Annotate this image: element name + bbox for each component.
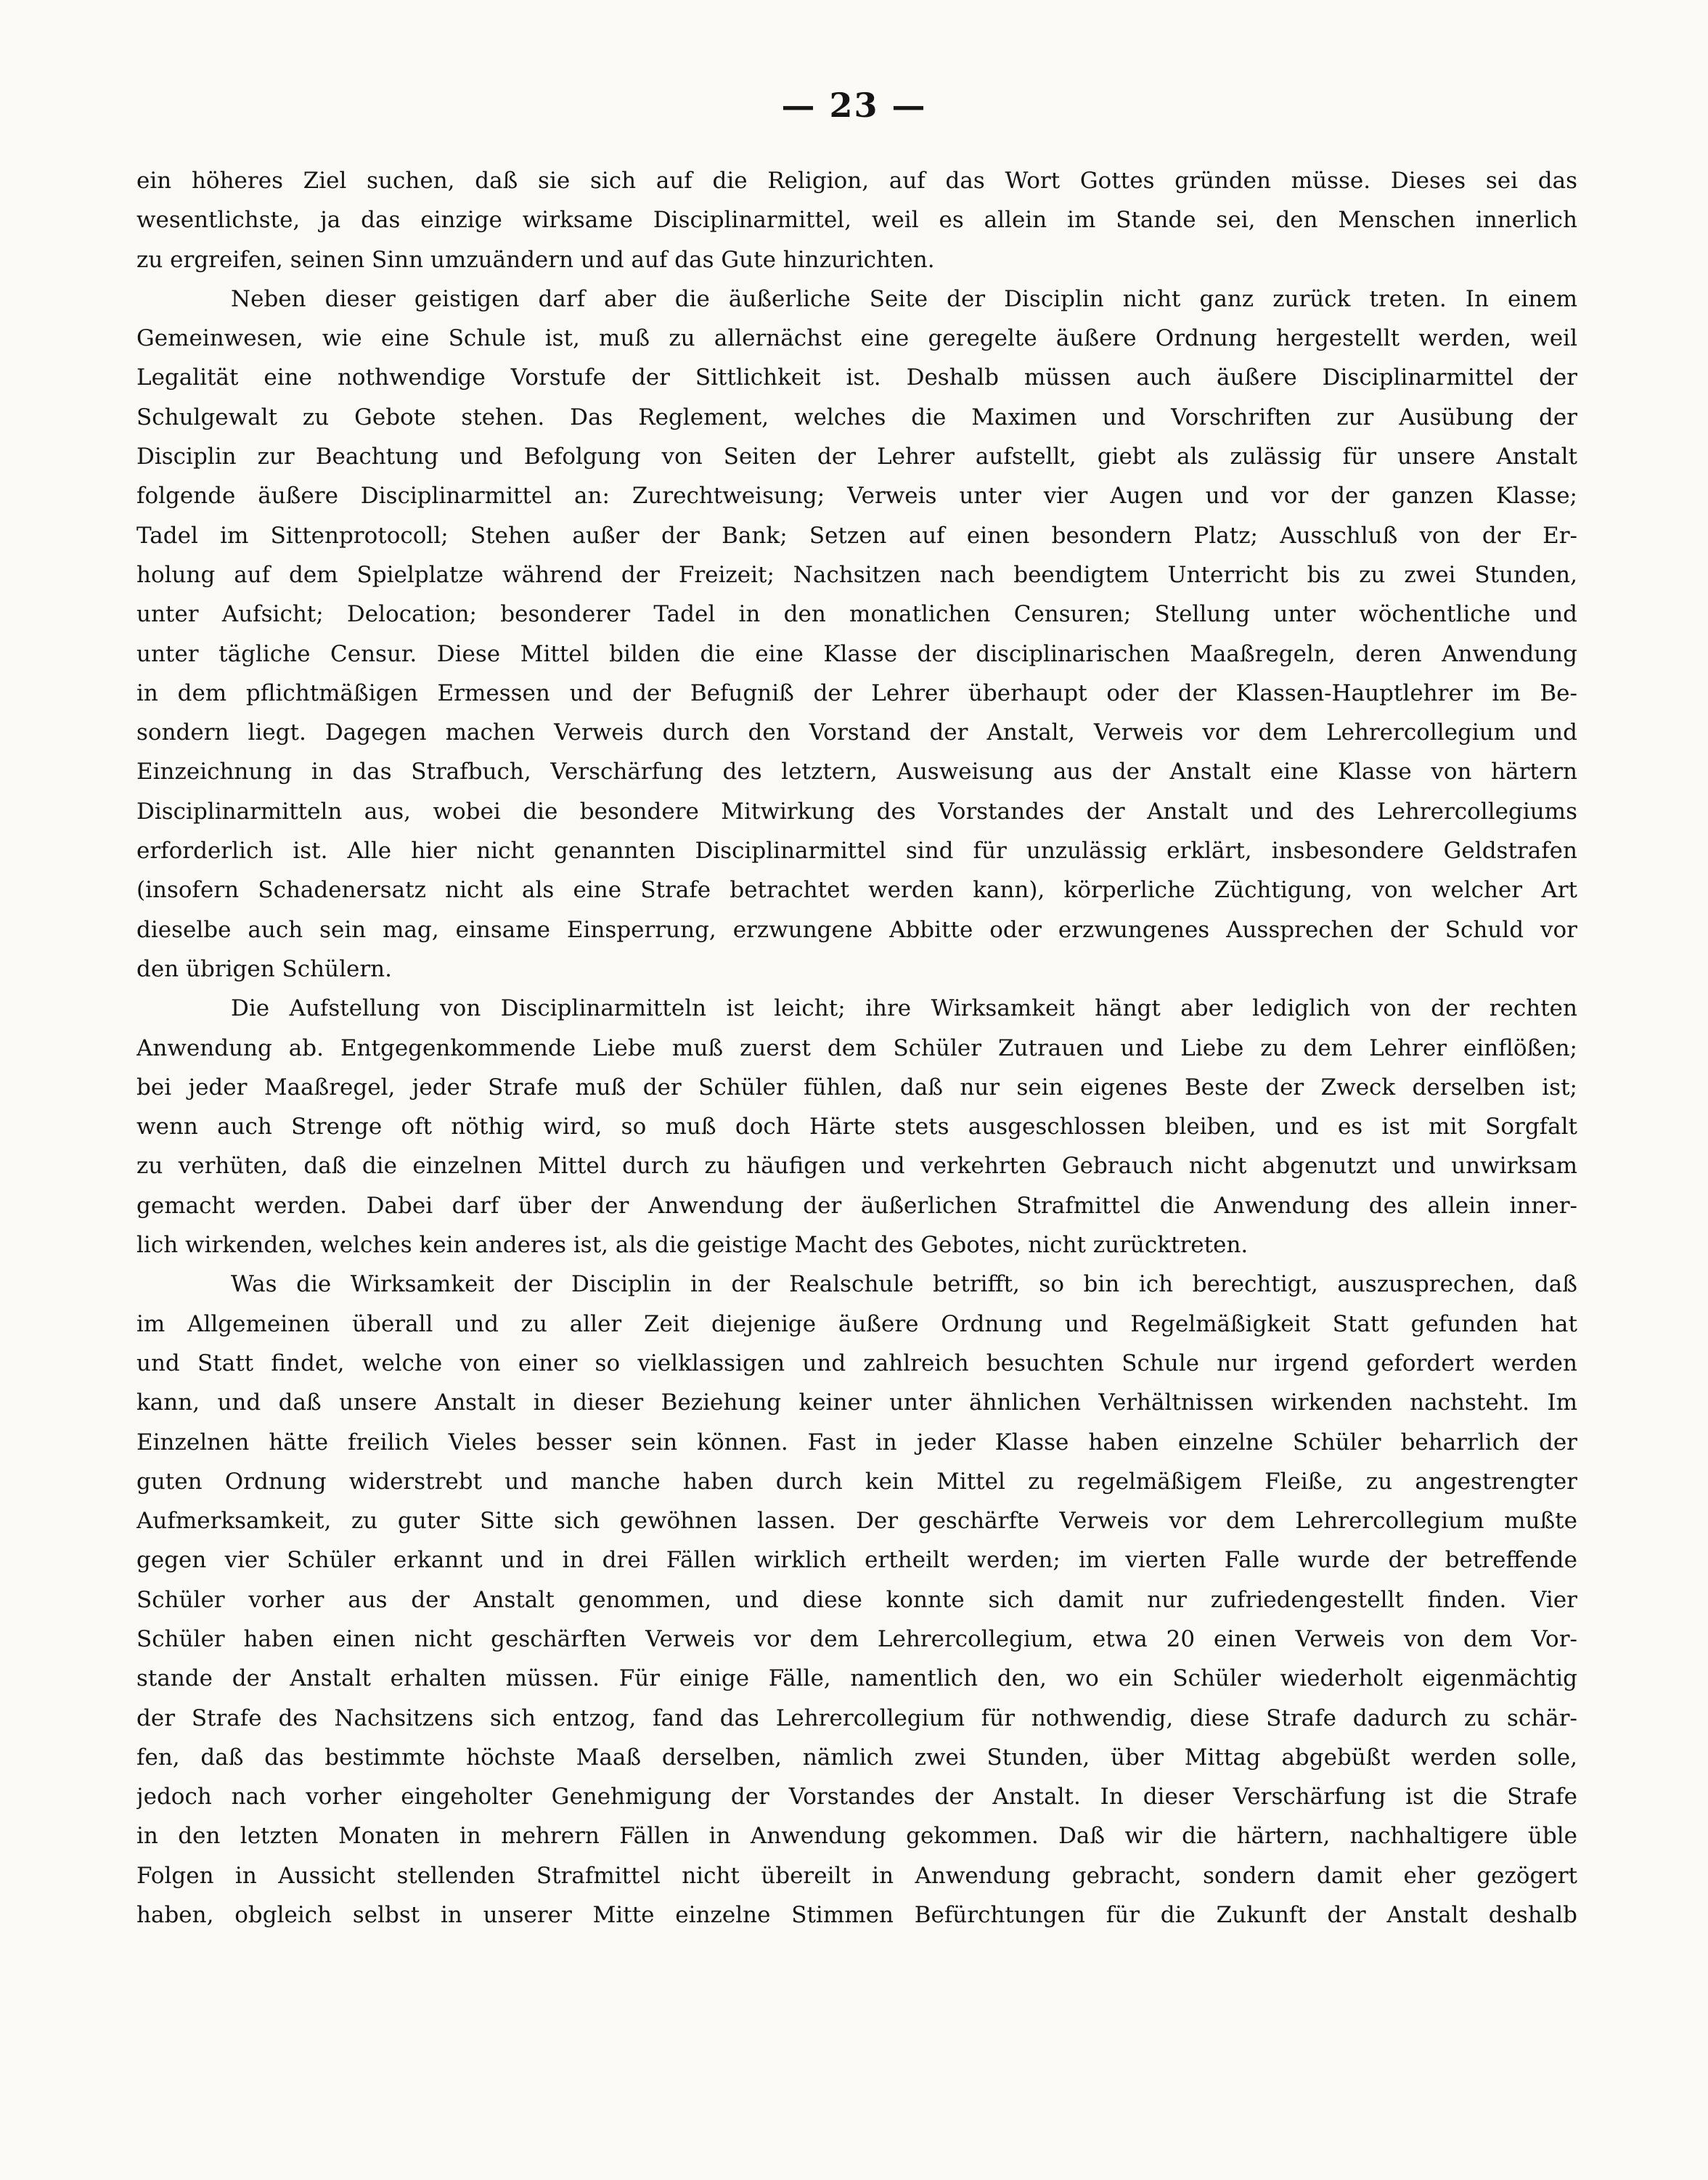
paragraph xyxy=(136,1265,1577,1935)
text-line: Neben dieser geistigen darf aber die äußerliche Seite der Disciplin nicht ganz zurück treten. In einem xyxy=(231,285,1577,312)
text-line: Schulgewalt zu Gebote stehen. Das Reglement, welches die Maximen und Vorschriften zur Ausübung der xyxy=(136,404,1577,430)
text-line: Was die Wirksamkeit der Disciplin in der Realschule betrifft, so bin ich berechtigt, auszusprechen, daß xyxy=(231,1271,1577,1298)
text-line: der Strafe des Nachsitzens sich entzog, fand das Lehrercollegium für nothwendig, diese Strafe dadurch zu schär- xyxy=(136,1705,1577,1731)
text-line: Schüler vorher aus der Anstalt genommen, und diese konnte sich damit nur zufriedengestellt finden. Vier xyxy=(136,1586,1577,1613)
text-line: (insofern Schadenersatz nicht als eine Strafe betrachtet werden kann), körperliche Züchtigung, von welcher Art xyxy=(136,877,1577,904)
text-line: Disciplinarmitteln aus, wobei die besondere Mitwirkung des Vorstandes der Anstalt und des Lehrercollegiums xyxy=(136,798,1577,825)
text-line: den übrigen Schülern. xyxy=(136,955,392,982)
text-line: holung auf dem Spielplatze während der Freizeit; Nachsitzen nach beendigtem Unterricht bis zu zwei Stunden, xyxy=(136,561,1577,588)
text-line: jedoch nach vorher eingeholter Genehmigung der Vorstandes der Anstalt. In dieser Verschärfung ist die Strafe xyxy=(136,1784,1577,1810)
text-line: kann, und daß unsere Anstalt in dieser Beziehung keiner unter ähnlichen Verhältnissen wirkenden nachsteht. Im xyxy=(136,1389,1577,1416)
text-line: Aufmerksamkeit, zu guter Sitte sich gewöhnen lassen. Der geschärfte Verweis vor dem Lehrercollegium mußte xyxy=(136,1508,1577,1535)
text-line: gemacht werden. Dabei darf über der Anwendung der äußerlichen Strafmittel die Anwendung des allein inner- xyxy=(136,1192,1577,1219)
text-line: Legalität eine nothwendige Vorstufe der Sittlichkeit ist. Deshalb müssen auch äußere Disciplinarmittel der xyxy=(136,364,1577,391)
text-line: zu ergreifen, seinen Sinn umzuändern und auf das Gute hinzurichten. xyxy=(136,246,935,273)
text-line: Schüler haben einen nicht geschärften Verweis vor dem Lehrercollegium, etwa 20 einen Verweis von dem Vor- xyxy=(136,1625,1577,1652)
text-line: Einzeichnung in das Strafbuch, Verschärfung des letztern, Ausweisung aus der Anstalt eine Klasse von härtern xyxy=(136,759,1577,785)
text-line: unter tägliche Censur. Diese Mittel bilden die eine Klasse der disciplinarischen Maaßregeln, deren Anwendung xyxy=(136,640,1577,667)
text-line: unter Aufsicht; Delocation; besonderer Tadel in den monatlichen Censuren; Stellung unter wöchentliche und xyxy=(136,601,1577,628)
paragraph xyxy=(136,161,1577,279)
text-line: Einzelnen hätte freilich Vieles besser sein können. Fast in jeder Klasse haben einzelne Schüler beharrlich der xyxy=(136,1429,1577,1456)
text-line: stande der Anstalt erhalten müssen. Für einige Fälle, namentlich den, wo ein Schüler wiederholt eigenmächtig xyxy=(136,1665,1577,1692)
paragraph xyxy=(136,279,1577,989)
body-text xyxy=(136,161,1577,1935)
paragraph xyxy=(136,989,1577,1265)
text-line: ein höheres Ziel suchen, daß sie sich auf die Religion, auf das Wort Gottes gründen müsse. Dieses sei das xyxy=(136,168,1577,194)
text-line: lich wirkenden, welches kein anderes ist, als die geistige Macht des Gebotes, nicht zurücktreten. xyxy=(136,1232,1249,1259)
text-line: fen, daß das bestimmte höchste Maaß derselben, nämlich zwei Stunden, über Mittag abgebüßt werden solle, xyxy=(136,1744,1577,1771)
text-line: zu verhüten, daß die einzelnen Mittel durch zu häufigen und verkehrten Gebrauch nicht abgenutzt und unwirksam xyxy=(136,1153,1577,1180)
text-line: wesentlichste, ja das einzige wirksame Disciplinarmittel, weil es allein im Stande sei, den Menschen innerlich xyxy=(136,207,1577,234)
text-line: gegen vier Schüler erkannt und in drei Fällen wirklich ertheilt werden; im vierten Falle wurde der betreffende xyxy=(136,1547,1577,1574)
text-line: Tadel im Sittenprotocoll; Stehen außer der Bank; Setzen auf einen besondern Platz; Ausschluß von der Er- xyxy=(136,522,1577,549)
text-line: erforderlich ist. Alle hier nicht genannten Disciplinarmittel sind für unzulässig erklärt, insbesondere Geldstrafen xyxy=(136,838,1577,865)
text-line: Disciplin zur Beachtung und Befolgung von Seiten der Lehrer aufstellt, giebt als zulässig für unsere Anstalt xyxy=(136,444,1577,470)
text-line: in dem pflichtmäßigen Ermessen und der Befugniß der Lehrer überhaupt oder der Klassen-Hauptlehrer im Be- xyxy=(136,679,1577,706)
text-line: Gemeinwesen, wie eine Schule ist, muß zu allernächst eine geregelte äußere Ordnung hergestellt werden, weil xyxy=(136,325,1577,352)
text-line: dieselbe auch sein mag, einsame Einsperrung, erzwungene Abbitte oder erzwungenes Aussprechen der Schuld vor xyxy=(136,916,1577,943)
text-line: haben, obgleich selbst in unserer Mitte einzelne Stimmen Befürchtungen für die Zukunft der Anstalt deshalb xyxy=(136,1902,1577,1929)
text-line: in den letzten Monaten in mehrern Fällen in Anwendung gekommen. Daß wir die härtern, nachhaltigere üble xyxy=(136,1823,1577,1850)
page-number: — 23 — xyxy=(781,86,927,125)
text-line: Folgen in Aussicht stellenden Strafmittel nicht übereilt in Anwendung gebracht, sondern damit eher gezögert xyxy=(136,1862,1577,1889)
text-line: sondern liegt. Dagegen machen Verweis durch den Vorstand der Anstalt, Verweis vor dem Lehrercollegium und xyxy=(136,719,1577,746)
text-line: Die Aufstellung von Disciplinarmitteln ist leicht; ihre Wirksamkeit hängt aber lediglich von der rechten xyxy=(231,995,1577,1022)
text-line: folgende äußere Disciplinarmittel an: Zurechtweisung; Verweis unter vier Augen und vor der ganzen Klasse; xyxy=(136,483,1577,510)
text-line: und Statt findet, welche von einer so vielklassigen und zahlreich besuchten Schule nur irgend gefordert werden xyxy=(136,1350,1577,1376)
text-line: wenn auch Strenge oft nöthig wird, so muß doch Härte stets ausgeschlossen bleiben, und es ist mit Sorgfalt xyxy=(136,1114,1577,1140)
text-line: guten Ordnung widerstrebt und manche haben durch kein Mittel zu regelmäßigem Fleiße, zu angestrengter xyxy=(136,1468,1577,1495)
text-line: im Allgemeinen überall und zu aller Zeit diejenige äußere Ordnung und Regelmäßigkeit Statt gefunden hat xyxy=(136,1310,1577,1337)
text-line: bei jeder Maaßregel, jeder Strafe muß der Schüler fühlen, daß nur sein eigenes Beste der Zweck derselben ist; xyxy=(136,1074,1577,1101)
text-line: Anwendung ab. Entgegenkommende Liebe muß zuerst dem Schüler Zutrauen und Liebe zu dem Lehrer einflößen; xyxy=(136,1034,1577,1061)
